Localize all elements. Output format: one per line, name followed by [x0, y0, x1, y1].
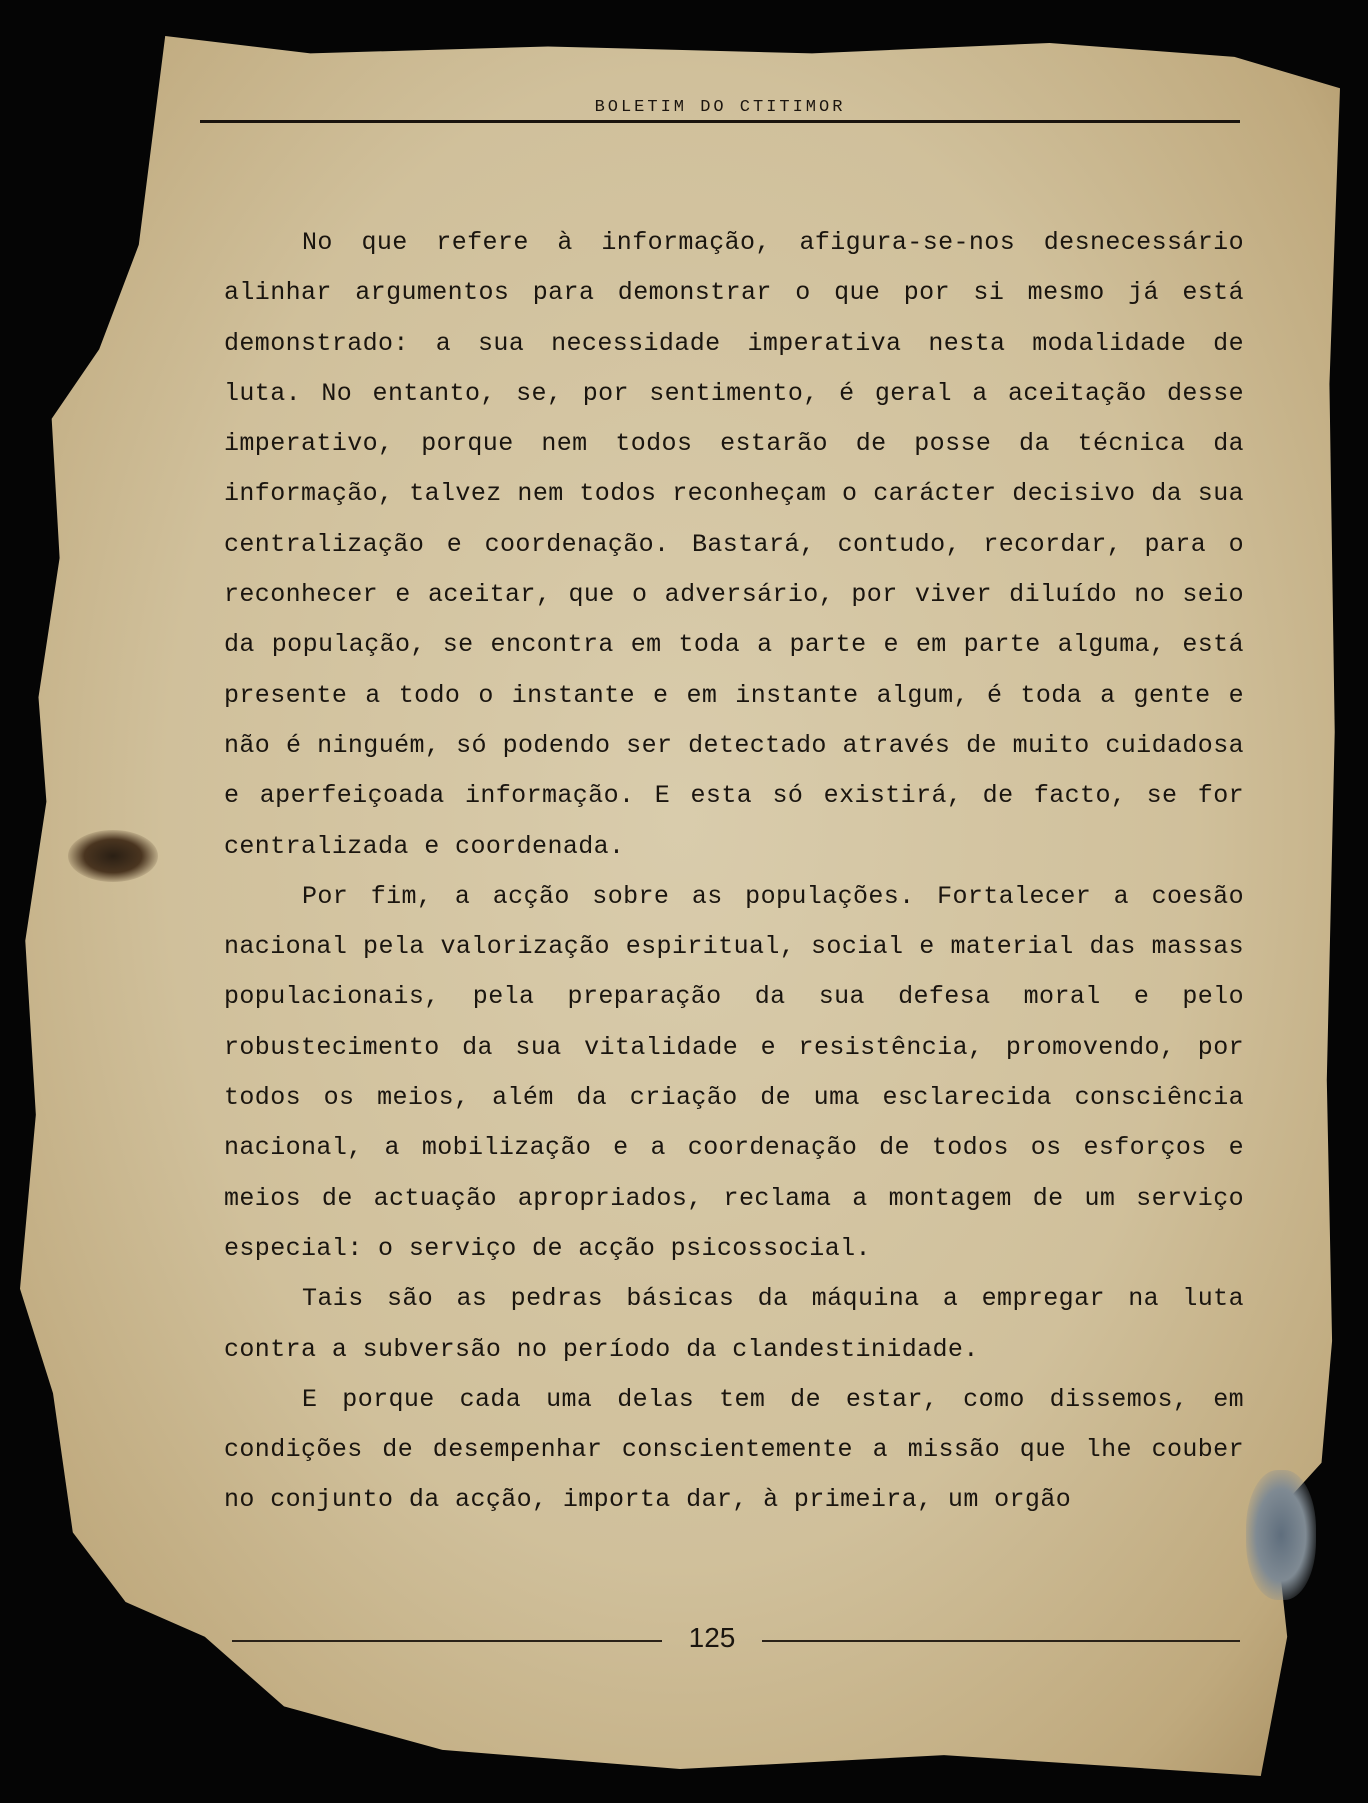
water-stain — [1246, 1470, 1316, 1600]
footer-rule-left — [232, 1640, 662, 1642]
paragraph-pedras-basicas: Tais são as pedras básicas da máquina a empregar na luta contra a subversão no período da clandestinidade. — [224, 1284, 1244, 1364]
page-header — [200, 88, 1240, 128]
header-rule — [200, 120, 1240, 123]
paragraph-accao-populacoes: Por fim, a acção sobre as populações. Fortalecer a coesão nacional pela valorização espiritual, social e material das massas populacionais, pela preparação da sua defesa moral e pelo robustecimento da sua vitalidade e resistência, promovendo, por todos os meios, além da criação de uma esclarecida consciência nacional, a mobilização e a coordenação de todos os esforços e meios de actuação apropriados, reclama a montagem de um serviço especial: o serviço de acção psicossocial. — [224, 881, 1244, 1263]
page-number: 125 — [688, 1622, 736, 1653]
footer-rule-right — [762, 1640, 1240, 1642]
page-footer — [232, 1622, 1240, 1662]
ink-stain — [68, 830, 158, 882]
header-title: BOLETIM DO CTITIMOR — [594, 98, 846, 117]
paragraph-informacao: No que refere à informação, afigura-se-nos desnecessário alinhar argumentos para demonstrar o que por si mesmo já está demonstrado: a sua necessidade imperativa nesta modalidade de luta. No entanto, se, por sentimento, é geral a aceitação desse imperativo, porque nem todos estarão de posse da técnica da informação, talvez nem todos reconheçam o carácter decisivo da sua centralização e coordenação. Bastará, contudo, recordar, para o reconhecer e aceitar, que o adversário, por viver diluído no seio da população, se encontra em toda a parte e em parte alguma, está presente a todo o instante e em instante algum, é toda a gente e não é ninguém, só podendo ser detectado através de muito cuidadosa e aperfeiçoada informação. E esta só existirá, de facto, se for centralizada e coordenada. — [224, 228, 1244, 861]
paragraph-missao: E porque cada uma delas tem de estar, como dissemos, em condições de desempenhar conscientemente a missão que lhe couber no conjunto da acção, importa dar, à primeira, um orgão — [224, 1384, 1244, 1515]
body-text — [224, 218, 1244, 1526]
